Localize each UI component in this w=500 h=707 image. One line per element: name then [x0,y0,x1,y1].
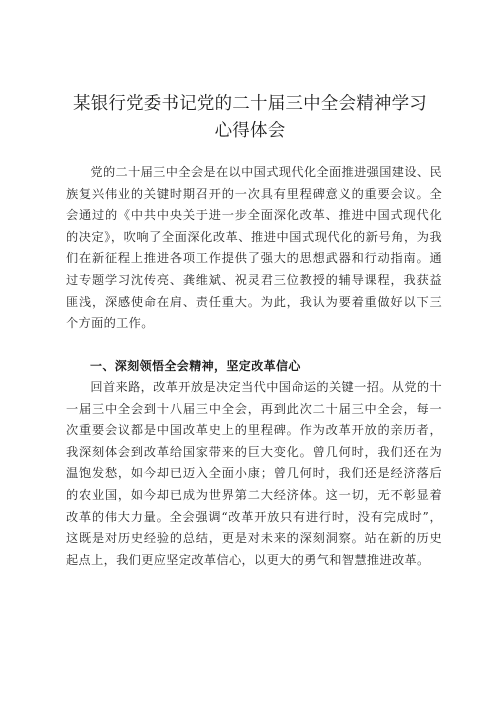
document-title-line-1: 某银行党委书记党的二十届三中全会精神学习 [73,94,427,114]
document-title-line-2: 心得体会 [214,121,286,141]
section-1-heading-block [66,356,442,378]
section-1-heading: 一、深刻领悟全会精神，坚定改革信心 [90,359,301,373]
section-1-body [66,377,442,571]
section-1-paragraph: 回首来路，改革开放是决定当代中国命运的关键一招。从党的十一届三中全会到十八届三中全会，再到此次二十届三中全会，每一次重要会议都是中国改革史上的里程碑。作为改革开放的亲历者，我深刻体会到改革给国家带来的巨大变化。曾几何时，我们还在为温饱发愁，如今却已迈入全面小康；曾几何时，我们还是经济落后的农业国，如今却已成为世界第二大经济体。这一切，无不彰显着改革的伟大力量。全会强调“改革开放只有进行时，没有完成时”，这既是对历史经验的总结，更是对未来的深刻洞察。站在新的历史起点上，我们更应坚定改革信心，以更大的勇气和智慧推进改革。 [66,380,442,567]
intro-paragraph: 党的二十届三中全会是在以中国式现代化全面推进强国建设、民族复兴伟业的关键时期召开的一次具有里程碑意义的重要会议。全会通过的《中共中央关于进一步全面深化改革、推进中国式现代化的决定》，吹响了全面深化改革、推进中国式现代化的新号角，为我们在新征程上推进各项工作提供了强大的思想武器和行动指南。通过专题学习沈传亮、龚维斌、祝灵君三位教授的辅导课程，我获益匪浅，深感使命在肩、责任重大。为此，我认为要着重做好以下三个方面的工作。 [66,165,442,331]
intro-section [66,162,442,335]
